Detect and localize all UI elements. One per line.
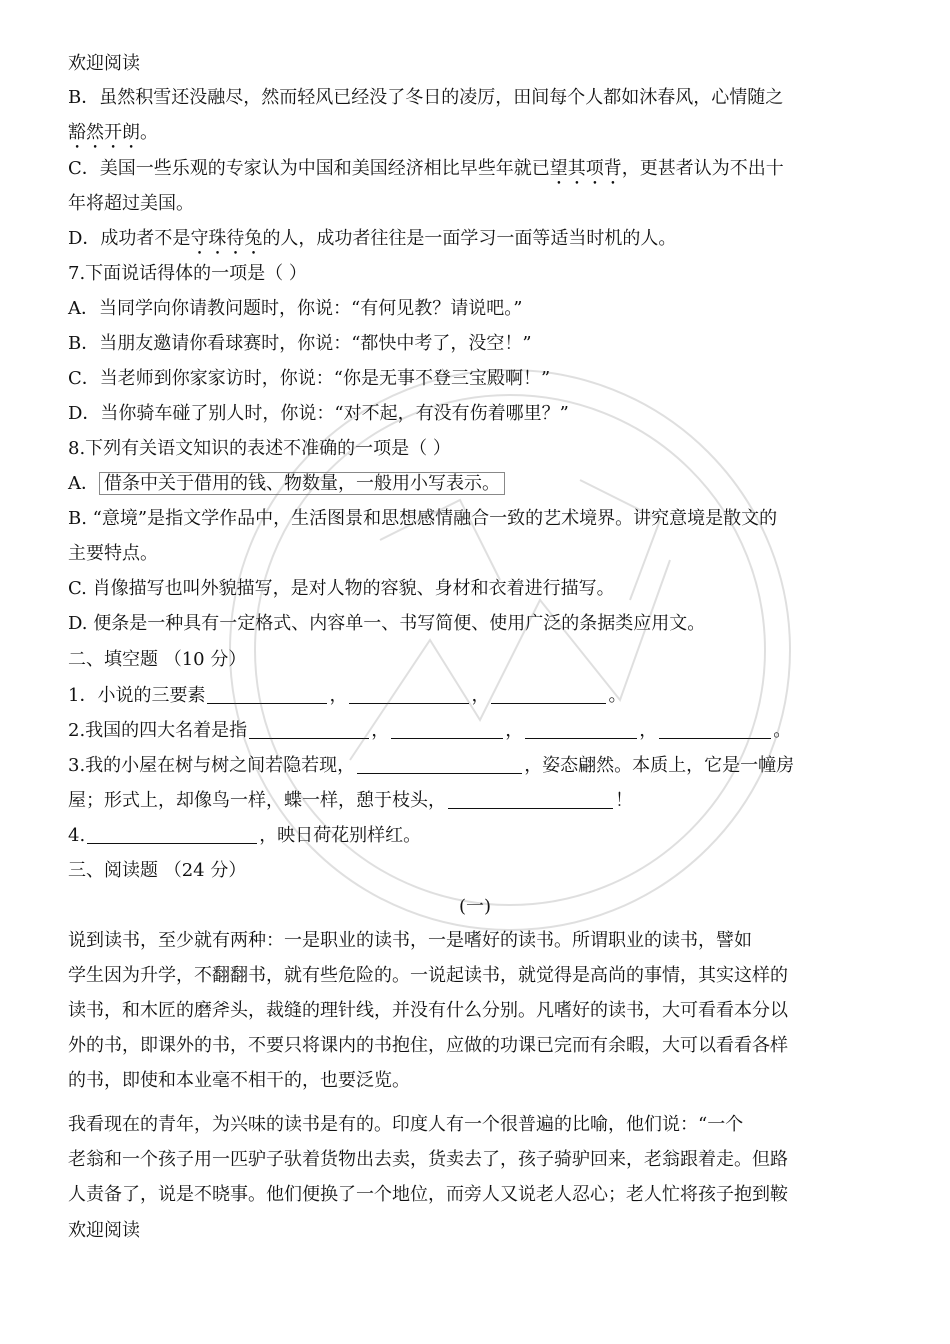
option-b-line1: B．虽然积雪还没融尽，然而轻风已经没了冬日的凌厉，田间每个人都如沐春风，心情随之 [68,87,784,108]
exclamation: ！ [615,790,633,811]
option-c-text-end: ，更甚者认为不出十 [621,158,784,179]
option-b-line2 [68,121,158,153]
page-header: 欢迎阅读 [68,53,140,74]
option-c-line1 [68,157,784,189]
fill-question-3-text-cont: ，姿态翩然。本质上，它是一幢房 [524,755,795,776]
fill-question-2-text: 2.我国的四大名着是指 [68,720,248,741]
passage-line: 的书，即使和本业毫不相干的，也要泛览。 [68,1070,410,1091]
question-7-option-c: C．当老师到你家家访时，你说：“你是无事不登三宝殿啊！” [68,368,551,389]
question-7-option-b: B．当朋友邀请你看球赛时，你说：“都快中考了，没空！” [68,333,532,354]
separator: ， [639,720,658,741]
passage-line: 说到读书，至少就有两种：一是职业的读书，一是嗜好的读书。所谓职业的读书，譬如 [68,930,752,951]
emphasized-phrase: 豁然开朗。 [68,122,158,143]
option-d-text: D．成功者不是 [68,228,191,249]
separator: ， [371,720,390,741]
separator: ， [505,720,524,741]
question-7-option-a: A．当同学向你请教问题时，你说：“有何见教？请说吧。” [68,298,523,319]
page-footer: 欢迎阅读 [68,1220,140,1241]
option-label: A． [68,473,99,494]
passage-line: 我看现在的青年，为兴味的读书是有的。印度人有一个很普遍的比喻，他们说：“一个 [68,1114,744,1135]
passage-line: 人责备了，说是不晓事。他们便换了一个地位，而旁人又说老人忍心；老人忙将孩子抱到鞍 [68,1184,788,1205]
fill-question-1-text: 1．小说的三要素 [68,685,206,706]
question-8-option-d: D. 便条是一种具有一定格式、内容单一、书写简便、使用广泛的条据类应用文。 [68,613,706,634]
separator: ， [329,685,348,706]
fill-question-3-text: 3.我的小屋在树与树之间若隐若现， [68,755,356,776]
section-reading-heading: 三、阅读题 （24 分） [68,860,247,881]
fill-question-3-text-2: 屋；形式上，却像鸟一样，蝶一样，憩于枝头， [68,790,446,811]
option-c-text: C．美国一些乐观的专家认为中国和美国经济相比早些年就已 [68,158,550,179]
emphasized-phrase: 守珠待兔 [190,228,263,249]
passage-line: 老翁和一个孩子用一匹驴子驮着货物出去卖，货卖去了，孩子骑驴回来，老翁跟着走。但路 [68,1149,788,1170]
question-8: 8.下列有关语文知识的表述不准确的一项是（ ） [68,438,451,459]
passage-line: 学生因为升学，不翻翻书，就有些危险的。一说起读书，就觉得是高尚的事情，其实这样的 [68,965,788,986]
option-d-line [68,227,676,259]
watermark-stamp [200,340,820,960]
section-fill-in-heading: 二、填空题 （10 分） [68,649,247,670]
separator: ， [471,685,490,706]
question-8-option-b-line1: B. “意境”是指文学作品中，生活图景和思想感情融合一致的艺术境界。讲究意境是散文的 [68,508,778,529]
passage-line: 外的书，即课外的书，不要只将课内的书抱住，应做的功课已完而有余暇，大可以看看各样 [68,1035,788,1056]
period: 。 [608,685,627,706]
option-c-line2: 年将超过美国。 [68,193,194,214]
passage-number: (一) [458,896,492,917]
question-7-option-d: D．当你骑车碰了别人时，你说：“对不起，有没有伤着哪里？” [68,403,569,424]
question-7: 7.下面说话得体的一项是（ ） [68,263,307,284]
option-d-text-end: 的人，成功者往往是一面学习一面等适当时机的人。 [262,228,677,249]
boxed-text: 借条中关于借用的钱、物数量，一般用小写表示。 [99,472,505,495]
passage-line: 读书，和木匠的磨斧头，裁缝的理针线，并没有什么分别。凡嗜好的读书，大可看看本分以 [68,1000,788,1021]
emphasized-phrase: 望其项背 [549,158,622,179]
question-8-option-b-line2: 主要特点。 [68,543,158,564]
fill-question-4-text: ，映日荷花别样红。 [259,825,422,846]
period: 。 [773,720,792,741]
question-8-option-c: C. 肖像描写也叫外貌描写，是对人物的容貌、身材和衣着进行描写。 [68,578,615,599]
fill-question-4-number: 4. [68,825,86,846]
